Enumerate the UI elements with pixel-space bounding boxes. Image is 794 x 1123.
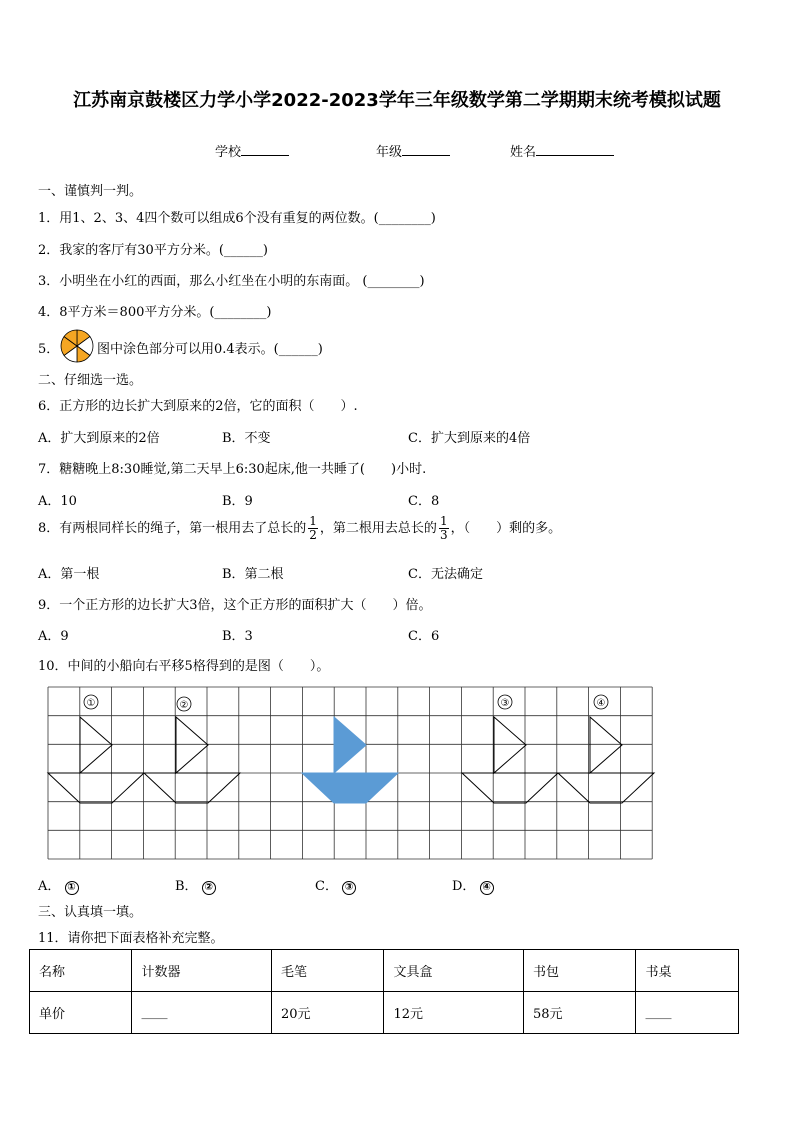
grade-field[interactable] [376,141,450,160]
q7-option-c[interactable]: C．8 [408,494,440,509]
school-label: 学校 [215,145,242,160]
boat-2-sail [176,717,208,773]
question-4: 4．8平方米＝800平方分米。(________) [38,305,272,320]
q10-option-c[interactable] [315,875,356,895]
q10-option-d-mark: ④ [480,881,494,895]
boat-3-sail [494,717,526,773]
table-cell: 58元 [523,992,636,1034]
page-title: 江苏南京鼓楼区力学小学2022-2023学年三年级数学第二学期期末统考模拟试题 [73,90,721,111]
q8-option-c[interactable]: C．无法确定 [408,567,483,582]
table-cell: 书包 [523,950,636,992]
q10-option-a-letter: A． [38,879,61,894]
question-1: 1．用1、2、3、4四个数可以组成6个没有重复的两位数。(________) [38,211,436,226]
name-label: 姓名 [510,145,537,160]
q8-option-b[interactable]: B．第二根 [222,567,284,582]
fraction-one-third [439,515,449,542]
q10-option-c-mark: ③ [342,881,356,895]
boat-2-hull [144,773,240,803]
q9-option-c[interactable]: C．6 [408,629,440,644]
table-cell-blank[interactable]: ____ [132,992,271,1034]
question-7: 7．糖糖晚上8:30睡觉,第二天早上6:30起床,他一共睡了( )小时. [38,462,427,477]
boat-4-sail [590,717,622,773]
q10-option-a-mark: ① [65,881,79,895]
boat-1-sail [80,717,112,773]
figure-label-2: ② [179,700,189,711]
table-row [30,992,739,1034]
table-cell: 20元 [271,992,384,1034]
name-field[interactable] [510,141,614,160]
question-11: 11．请你把下面表格补充完整。 [38,931,224,946]
question-9: 9．一个正方形的边长扩大3倍，这个正方形的面积扩大（ ）倍。 [38,598,432,613]
boat-grid-figure [40,683,660,865]
q10-option-b-mark: ② [202,881,216,895]
q8-option-a[interactable]: A．第一根 [38,567,100,582]
fraction-1-denominator: 2 [309,528,317,542]
fraction-2-denominator: 3 [439,528,448,542]
q8-text-3: ，（ ）剩的多。 [450,521,562,536]
q6-option-c[interactable]: C．扩大到原来的4倍 [408,431,531,446]
q8-text-1: 8．有两根同样长的绳子，第一根用去了总长的 [38,521,307,536]
middle-boat-sail [334,717,366,773]
fraction-2-numerator: 1 [439,514,448,528]
school-field[interactable] [215,141,289,160]
boat-1-hull [48,773,144,803]
grade-label: 年级 [376,145,403,160]
question-8 [38,515,561,542]
price-table [29,949,739,1034]
table-cell: 12元 [384,992,523,1034]
question-6: 6．正方形的边长扩大到原来的2倍，它的面积（ ）. [38,399,358,414]
table-row [30,950,739,992]
table-cell: 毛笔 [271,950,384,992]
boat-4-hull [558,773,654,803]
section2-heading: 二、仔细选一选。 [38,373,143,388]
figure-label-3: ③ [500,698,510,709]
boat-3-hull [462,773,558,803]
question-2: 2．我家的客厅有30平方分米。(______) [38,243,268,258]
q10-option-d-letter: D． [452,879,476,894]
q8-text-2: ，第二根用去总长的 [319,521,437,536]
fraction-one-half [308,515,318,542]
question-5-number: 5． [38,342,60,357]
fraction-1-numerator: 1 [309,514,317,528]
section3-heading: 三、认真填一填。 [38,905,143,920]
q7-option-a[interactable]: A．10 [38,494,77,509]
q9-option-a[interactable]: A．9 [38,629,69,644]
q9-option-b[interactable]: B．3 [222,629,253,644]
q7-option-b[interactable]: B．9 [222,494,253,509]
table-cell-blank[interactable]: ____ [636,992,739,1034]
table-cell: 计数器 [132,950,271,992]
middle-boat-hull [302,773,398,803]
q6-option-a[interactable]: A．扩大到原来的2倍 [38,431,160,446]
question-10: 10．中间的小船向右平移5格得到的是图（ ）。 [38,659,330,674]
q6-option-b[interactable]: B．不变 [222,431,271,446]
q10-option-a[interactable] [38,875,79,895]
question-3: 3．小明坐在小红的西面，那么小红坐在小明的东南面。 (________) [38,274,425,289]
section1-heading: 一、谨慎判一判。 [38,184,143,199]
figure-label-4: ④ [596,698,606,709]
table-cell: 名称 [30,950,132,992]
q10-option-d[interactable] [452,875,494,895]
q10-option-b[interactable] [175,875,216,895]
table-cell: 文具盒 [384,950,523,992]
table-cell: 书桌 [636,950,739,992]
figure-label-1: ① [86,698,96,709]
q10-option-b-letter: B． [175,879,198,894]
shaded-circle-figure [60,329,94,363]
q10-option-c-letter: C． [315,879,338,894]
question-5: 图中涂色部分可以用0.4表示。(______) [97,342,323,357]
table-cell: 单价 [30,992,132,1034]
